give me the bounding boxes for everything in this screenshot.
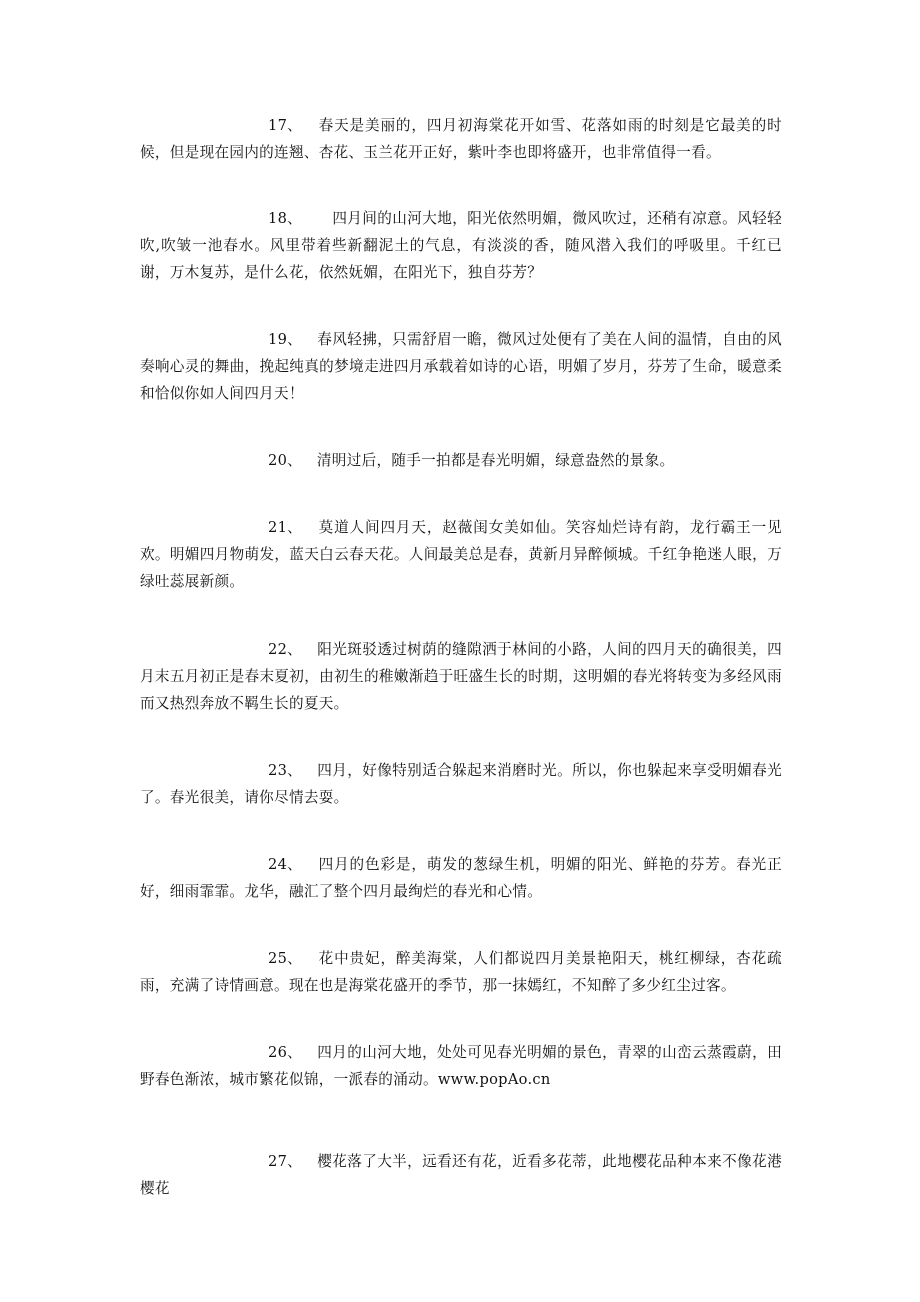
- paragraph-text: 四月，好像特别适合躲起来消磨时光。所以，你也躲起来享受明媚春光了。春光很美，请你尽情去耍。: [140, 762, 782, 806]
- paragraph-26: [140, 1039, 782, 1093]
- paragraph-text: 四月的色彩是，萌发的葱绿生机，明媚的阳光、鲜艳的芬芳。春光正好，细雨霏霏。龙华，融汇了整个四月最绚烂的春光和心情。: [140, 856, 782, 900]
- paragraph-number: 18、: [268, 210, 303, 227]
- paragraph-text: 春天是美丽的，四月初海棠花开如雪、花落如雨的时刻是它最美的时候，但是现在园内的连翘、杏花、玉兰花开正好，紫叶李也即将盛开，也非常值得一看。: [140, 117, 782, 161]
- paragraph-number: 26、: [268, 1044, 303, 1061]
- paragraph-21: [140, 514, 782, 595]
- paragraph-text: 樱花落了大半，远看还有花，近看多花蒂，此地樱花品种本来不像花港樱花: [140, 1153, 782, 1197]
- paragraph-number: 25、: [268, 950, 303, 967]
- paragraph-27: [140, 1148, 782, 1202]
- paragraph-19: [140, 326, 782, 407]
- paragraph-number: 27、: [268, 1153, 303, 1170]
- paragraph-text: 四月间的山河大地，阳光依然明媚，微风吹过，还稍有凉意。风轻轻吹,吹皱一池春水。风里带着些新翻泥土的气息，有淡淡的香，随风潜入我们的呼吸里。千红已谢，万木复苏，是什么花，依然妩媚，在阳光下，独自芬芳？: [140, 210, 782, 281]
- paragraph-number: 17、: [268, 117, 303, 134]
- paragraph-text: 阳光斑驳透过树荫的缝隙洒于林间的小路，人间的四月天的确很美，四月末五月初正是春末夏初，由初生的稚嫩渐趋于旺盛生长的时期，这明媚的春光将转变为多经风雨而又热烈奔放不羁生长的夏天。: [140, 641, 782, 712]
- paragraph-17: [140, 112, 782, 166]
- paragraph-text: 花中贵妃，醉美海棠，人们都说四月美景艳阳天，桃红柳绿，杏花疏雨，充满了诗情画意。现在也是海棠花盛开的季节，那一抹嫣红，不知醉了多少红尘过客。: [140, 950, 782, 994]
- paragraph-number: 24、: [268, 856, 303, 873]
- paragraph-20: [140, 447, 782, 474]
- paragraph-text: 四月的山河大地，处处可见春光明媚的景色，青翠的山峦云蒸霞蔚，田野春色渐浓，城市繁花似锦，一派春的涌动。www.popAo.cn: [140, 1044, 782, 1088]
- paragraph-25: [140, 945, 782, 999]
- paragraph-24: [140, 851, 782, 905]
- paragraph-number: 23、: [268, 762, 303, 779]
- paragraph-number: 21、: [268, 519, 303, 536]
- paragraph-text: 春风轻拂，只需舒眉一瞻，微风过处便有了美在人间的温情，自由的风奏响心灵的舞曲，挽起纯真的梦境走进四月承载着如诗的心语，明媚了岁月，芬芳了生命，暖意柔和恰似你如人间四月天！: [140, 331, 782, 402]
- paragraph-text: 清明过后，随手一拍都是春光明媚，绿意盎然的景象。: [316, 452, 675, 469]
- paragraph-number: 22、: [268, 641, 303, 658]
- paragraph-number: 19、: [268, 331, 303, 348]
- paragraph-text: 莫道人间四月天，赵薇闺女美如仙。笑容灿烂诗有韵，龙行霸王一见欢。明媚四月物萌发，蓝天白云春天花。人间最美总是春，黄新月异醉倾城。千红争艳迷人眼，万绿吐蕊展新颜。: [140, 519, 782, 590]
- paragraph-18: [140, 205, 782, 286]
- paragraph-number: 20、: [268, 452, 303, 469]
- paragraph-22: [140, 636, 782, 717]
- paragraph-23: [140, 757, 782, 811]
